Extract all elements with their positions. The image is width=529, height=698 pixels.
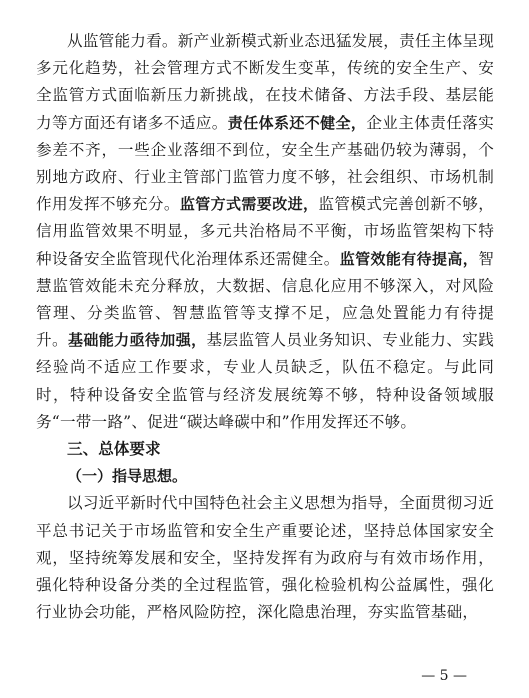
- paragraph-guiding-ideology: 以习近平新时代中国特色社会主义思想为指导，全面贯彻习近平总书记关于市场监管和安全生产重要论述，坚持总体国家安全观，坚持统筹发展和安全，坚持发挥有为政府与有效市场作用，强化特种设备分类的全过程监管，强化检验机构公益属性，强化行业协会功能，严格风险防控，深化隐患治理，夯实监管基础，: [36, 494, 494, 622]
- paragraph-text: 企业主体责任落实参差不齐，一些企业落细不到位，安全生产基础仍较为薄弱，个别地方政府、行业主管部门监管力度不够，社会组织、市场机制作用发挥不够充分。: [36, 113, 494, 214]
- paragraph-text: 新产业新模式新业态迅猛发展，责任主体呈现多元化趋势，社会管理方式不断发生变革，传统的安全生产、安全监管方式面临新压力新挑战，在技术储备、方法手段、基层能力等方面还有诸多不适应。: [36, 32, 494, 132]
- bold-phrase-basic-capacity: 基础能力亟待加强，: [67, 331, 207, 350]
- section-heading: 三、总体要求: [67, 440, 161, 459]
- page-number: — 5 —: [421, 668, 467, 684]
- paragraph-text: 监管模式完善创新不够，信用监管效果不明显，多元共治格局不平衡，市场监管架构下特种设备安全监管现代化治理体系还需健全。: [36, 195, 494, 268]
- paragraph-lead: 从监管能力看。: [67, 32, 178, 50]
- paragraph-text: 智慧监管效能未充分释放，大数据、信息化应用不够深入，对风险管理、分类监管、智慧监管等支撑不足，应急处置能力有待提升。: [36, 249, 494, 350]
- document-body: [36, 28, 494, 626]
- paragraph-text: 基层监管人员业务知识、专业能力、实践经验尚不适应工作要求，专业人员缺乏，队伍不稳定。与此同时，特种设备安全监管与经济发展统筹不够，特种设备领域服务“一带一路”、促进“碳达峰碳中和”作用发挥还不够。: [36, 331, 494, 431]
- subsection-heading: [36, 463, 494, 490]
- bold-phrase-responsibility: 责任体系还不健全，: [227, 113, 367, 132]
- bold-phrase-efficiency: 监管效能有待提高，: [339, 249, 479, 268]
- subsection-title: （一）指导思想。: [67, 467, 188, 486]
- paragraph-supervision-capacity: [36, 28, 494, 436]
- bold-phrase-supervision-method: 监管方式需要改进，: [179, 195, 319, 214]
